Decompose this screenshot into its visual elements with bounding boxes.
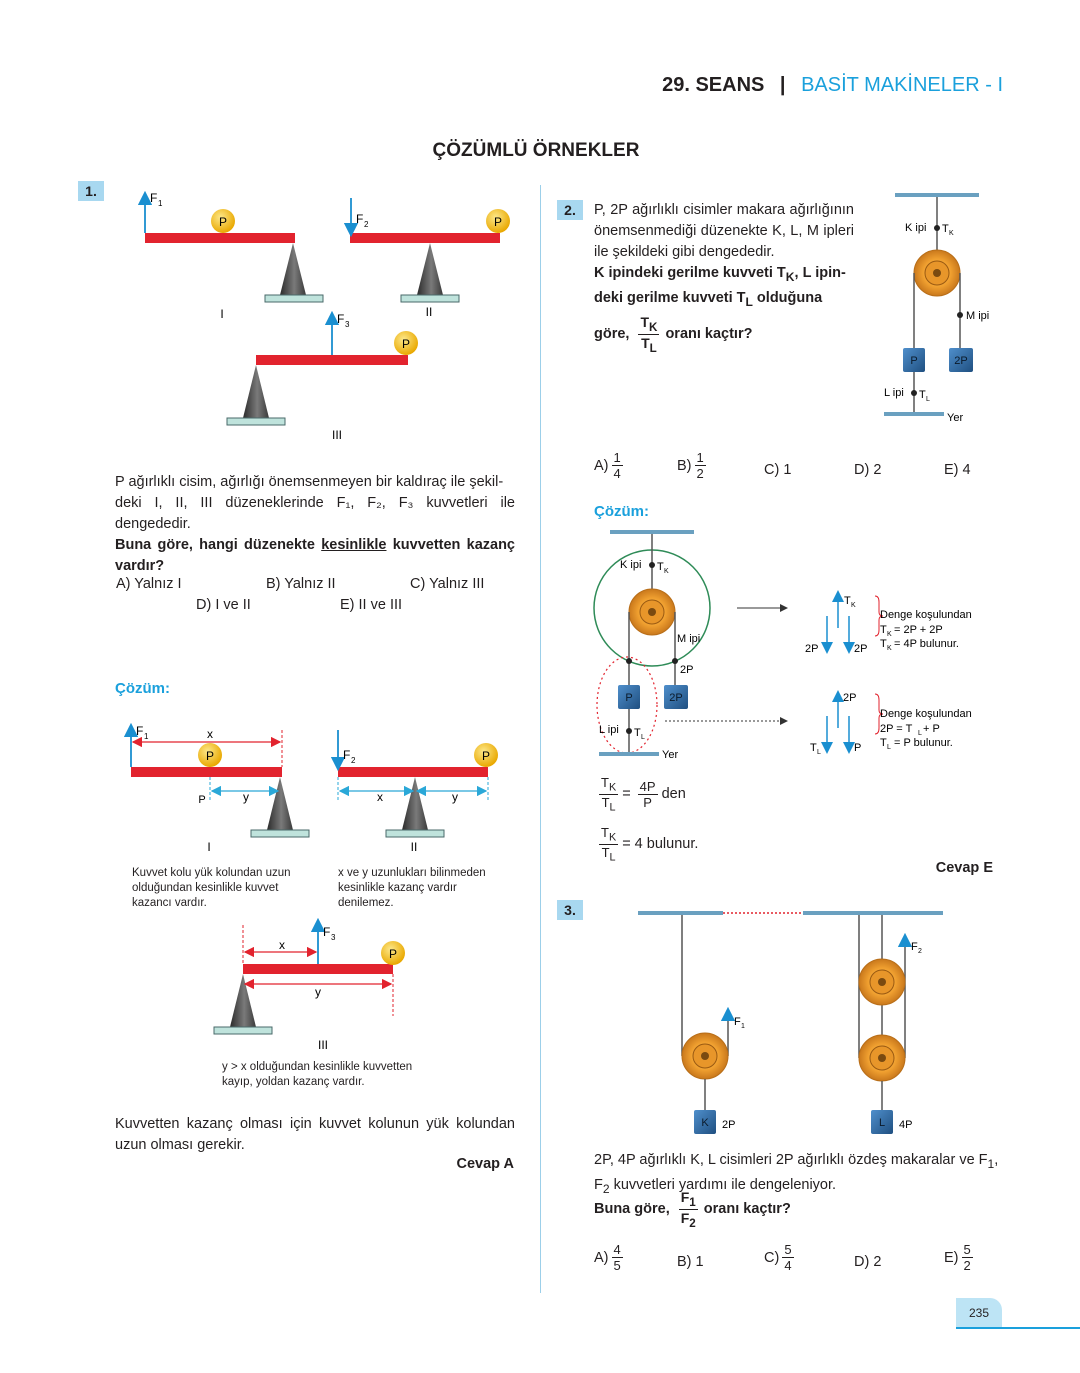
- svg-text:P: P: [481, 749, 491, 763]
- lever-bar: [131, 767, 282, 777]
- q3-option-e[interactable]: E) $\frac{5}{2}$: [944, 1242, 971, 1273]
- q1-stem: [115, 472, 515, 577]
- svg-text:P: P: [910, 355, 918, 367]
- svg-text:L: L: [926, 396, 930, 403]
- svg-text:P: P: [388, 947, 398, 961]
- lever-setup-1: [145, 191, 323, 321]
- underlined-word: kesinlikle: [321, 537, 387, 553]
- q2-option-d[interactable]: D) 2: [854, 462, 882, 478]
- q1-option-a[interactable]: A) Yalnız I: [116, 576, 182, 592]
- solution-setup-1: [131, 724, 309, 854]
- setup-label-3: III: [331, 428, 343, 442]
- ceiling: [610, 530, 694, 534]
- solution-setup-2: [338, 730, 498, 854]
- q2-ratio: $\frac{T_K}{T_L}$: [640, 313, 658, 356]
- svg-text:= 4P bulunur.: = 4P bulunur.: [894, 638, 959, 650]
- fulcrum-base: [401, 295, 459, 302]
- lever-bar: [243, 964, 393, 974]
- svg-text:T: T: [634, 727, 641, 739]
- svg-text:F: F: [734, 1016, 741, 1028]
- svg-text:T: T: [844, 595, 851, 607]
- q1-option-c[interactable]: C) Yalnız III: [410, 576, 485, 592]
- q1-stem-line1: P ağırlıklı cisim, ağırlığı önemsenmeyen bir kaldıraç ile şekil-: [115, 474, 504, 490]
- f1-label: F: [150, 191, 158, 205]
- svg-text:Denge koşulundan: Denge koşulundan: [880, 708, 972, 720]
- ceiling: [895, 193, 979, 197]
- session-label: 29. SEANS: [662, 74, 765, 96]
- svg-text:2P = T: 2P = T: [880, 723, 913, 735]
- svg-text:F: F: [323, 925, 331, 939]
- svg-text:T: T: [810, 742, 817, 754]
- q1-option-d[interactable]: D) I ve II: [196, 597, 251, 613]
- svg-text:P: P: [625, 692, 633, 704]
- note-setup-3: y > x olduğundan kesinlikle kuvvetten kayıp, yoldan kazanç vardır.: [222, 1061, 413, 1088]
- q3-question: Buna göre, $\frac{F_1}{F_2}$ oranı kaçtır?: [594, 1189, 791, 1231]
- fulcrum-base: [227, 418, 285, 425]
- lever-setup-2: [350, 198, 510, 319]
- svg-text:2P: 2P: [680, 664, 694, 676]
- svg-text:F: F: [911, 941, 918, 953]
- column-divider: [540, 185, 541, 1293]
- q2-solution-figure: [585, 520, 1005, 770]
- svg-text:F: F: [136, 724, 144, 738]
- q3-pulley-figure: [620, 900, 980, 1140]
- svg-text:T: T: [880, 638, 887, 650]
- svg-text:L: L: [817, 749, 821, 756]
- setup-label-1: I: [220, 307, 224, 321]
- q3-stem: 2P, 4P ağırlıklı K, L cisimleri 2P ağırlıklı özdeş makaralar ve $F_1$, $F_2$ kuvvetleri yardımı ile dengeleniyor.: [594, 1152, 999, 1196]
- svg-text:2P: 2P: [854, 643, 868, 655]
- ball-label: P: [493, 215, 503, 229]
- svg-text:= 2P + 2P: = 2P + 2P: [894, 624, 943, 636]
- fulcrum-base: [386, 830, 444, 837]
- fulcrum: [267, 777, 293, 830]
- svg-text:P: P: [854, 742, 862, 754]
- svg-text:x: x: [377, 790, 383, 804]
- svg-text:3: 3: [331, 933, 336, 942]
- q2-answer: Cevap E: [935, 860, 993, 876]
- q2-pulley-figure: [870, 185, 1010, 435]
- q2-equation-1: $\frac{T_K}{T_L}$ = $\frac{4P}{P}$ den: [601, 775, 686, 815]
- fulcrum: [417, 243, 443, 295]
- section-title: ÇÖZÜMLÜ ÖRNEKLER: [432, 140, 640, 161]
- svg-text:M ipi: M ipi: [966, 310, 990, 322]
- svg-text:L: L: [887, 744, 891, 751]
- svg-text:L: L: [641, 734, 645, 741]
- ceiling-left: [638, 911, 723, 915]
- svg-text:2P: 2P: [843, 692, 857, 704]
- fulcrum: [402, 777, 428, 830]
- svg-text:2P: 2P: [805, 643, 819, 655]
- svg-text:2P: 2P: [954, 355, 968, 367]
- q2-option-c[interactable]: C) 1: [764, 462, 792, 478]
- q2-stem-text: P, 2P ağırlıklı cisimler makara ağırlığının önemsenmediği düzenekte K, L, M ipleri ile şekildeki gibi dengededir.: [594, 202, 854, 260]
- svg-text:1: 1: [144, 732, 149, 741]
- force-vectors: F₁, F₂, F₃: [336, 495, 414, 511]
- q1-lever-figure: [0, 0, 540, 460]
- f2-sub: 2: [364, 220, 369, 229]
- svg-text:K: K: [949, 230, 954, 237]
- fulcrum: [243, 365, 269, 418]
- q3-option-b[interactable]: B) 1: [677, 1254, 704, 1270]
- q1-option-b[interactable]: B) Yalnız II: [266, 576, 336, 592]
- svg-text:P: P: [205, 749, 215, 763]
- svg-text:4P: 4P: [899, 1119, 913, 1131]
- q2-solution-label: Çözüm:: [594, 503, 649, 520]
- svg-text:K ipi: K ipi: [620, 559, 642, 571]
- q1-question: Buna göre, hangi düzenekte kesinlikle kuvvetten kazanç vardır?: [115, 537, 515, 574]
- header-separator: |: [779, 74, 786, 96]
- svg-text:y: y: [315, 985, 321, 999]
- svg-text:K: K: [887, 645, 892, 652]
- ball-label: P: [401, 337, 411, 351]
- ceiling-right: [803, 911, 943, 915]
- lever-bar: [338, 767, 488, 777]
- svg-text:L ipi: L ipi: [599, 724, 619, 736]
- note-setup-2: x ve y uzunlukları bilinmeden kesinlikle kazanç vardır denilemez.: [338, 867, 486, 909]
- q1-solution-label: Çözüm:: [115, 680, 170, 697]
- svg-text:Yer: Yer: [662, 749, 679, 761]
- page-number-underline: [956, 1327, 1080, 1329]
- q2-option-a[interactable]: A) $\frac{1}{4}$: [594, 450, 621, 481]
- fulcrum-base: [251, 830, 309, 837]
- svg-text:I: I: [207, 840, 211, 854]
- svg-text:x: x: [207, 727, 213, 741]
- f1-sub: 1: [158, 199, 163, 208]
- svg-text:Denge koşulundan: Denge koşulundan: [880, 609, 972, 621]
- page-number: 235: [956, 1298, 1002, 1328]
- svg-text:x: x: [279, 938, 285, 952]
- q2-option-e[interactable]: E) 4: [944, 462, 971, 478]
- setup-label-2: II: [425, 305, 433, 319]
- pulley-system-l: [859, 915, 922, 1134]
- svg-text:2: 2: [351, 756, 356, 765]
- svg-text:L: L: [918, 730, 922, 737]
- pulley-system-k: [682, 915, 745, 1134]
- ground: [884, 412, 944, 416]
- solution-setup-3: [214, 925, 405, 1052]
- svg-text:T: T: [657, 561, 664, 573]
- svg-text:K: K: [701, 1117, 709, 1129]
- topic-label: BASİT MAKİNELER - I: [801, 74, 1003, 96]
- f3-sub: 3: [345, 320, 350, 329]
- svg-text:K: K: [664, 568, 669, 575]
- free-body-diagram-1: [805, 595, 972, 655]
- page-header: [662, 74, 1003, 97]
- q3-option-d[interactable]: D) 2: [854, 1254, 882, 1270]
- lever-bar: [350, 233, 500, 243]
- free-body-diagram-2: [810, 692, 972, 756]
- q2-question: K ipindeki gerilme kuvveti $T_K$, L ipin- deki gerilme kuvveti $T_L$ olduğuna göre, $\frac{T_K}{T_L}$ oranı kaçtır?: [594, 265, 846, 356]
- q1-answer: Cevap A: [456, 1156, 514, 1172]
- question-2-number: 2.: [557, 200, 583, 220]
- ball-label: P: [218, 215, 228, 229]
- svg-text:K: K: [887, 631, 892, 638]
- lever-bar: [256, 355, 408, 365]
- q2-equation-2: $\frac{T_K}{T_L}$ = 4 bulunur.: [601, 825, 699, 865]
- fulcrum: [280, 243, 306, 295]
- lever-bar: [145, 233, 295, 243]
- svg-text:2P: 2P: [722, 1119, 736, 1131]
- svg-text:y: y: [243, 790, 249, 804]
- svg-text:T: T: [880, 624, 887, 636]
- q3-option-c[interactable]: C) $\frac{5}{4}$: [764, 1242, 792, 1273]
- fulcrum-base: [214, 1027, 272, 1034]
- svg-text:P: P: [198, 794, 206, 806]
- question-3-number: 3.: [557, 900, 583, 920]
- q1-option-e[interactable]: E) II ve III: [340, 597, 403, 613]
- f2-label: F: [356, 212, 364, 226]
- ground: [599, 752, 659, 756]
- svg-text:T: T: [942, 223, 949, 235]
- q2-stem: [594, 200, 854, 355]
- svg-text:L ipi: L ipi: [884, 387, 904, 399]
- svg-text:= P bulunur.: = P bulunur.: [894, 737, 953, 749]
- f3-label: F: [337, 312, 345, 326]
- question-1-number: 1.: [78, 181, 104, 201]
- svg-text:T: T: [919, 389, 926, 401]
- fulcrum: [230, 974, 256, 1027]
- lever-setup-3: [227, 312, 418, 442]
- q2-option-b[interactable]: B) $\frac{1}{2}$: [677, 450, 704, 481]
- svg-text:+ P: + P: [923, 723, 940, 735]
- svg-text:III: III: [317, 1038, 329, 1052]
- svg-text:T: T: [880, 737, 887, 749]
- svg-text:y: y: [452, 790, 458, 804]
- svg-text:Yer: Yer: [947, 412, 964, 424]
- svg-text:L: L: [878, 1117, 886, 1129]
- q1-stem-line2: deki I, II, III düzeneklerinde F₁, F₂, F₃ kuvvetleri ile dengededir.: [115, 495, 515, 532]
- svg-text:M ipi: M ipi: [677, 633, 701, 645]
- svg-text:K ipi: K ipi: [905, 222, 927, 234]
- q1-conclusion: Kuvvetten kazanç olması için kuvvet kolunun yük kolundan uzun olması gerekir.: [115, 1116, 515, 1153]
- svg-text:2P: 2P: [669, 692, 683, 704]
- svg-text:1: 1: [741, 1023, 745, 1030]
- svg-text:II: II: [410, 840, 418, 854]
- note-setup-1: Kuvvet kolu yük kolundan uzun olduğundan kesinlikle kuvvet kazancı vardır.: [132, 867, 291, 909]
- q3-option-a[interactable]: A) $\frac{4}{5}$: [594, 1242, 621, 1273]
- svg-text:2: 2: [918, 948, 922, 955]
- svg-text:F: F: [343, 748, 351, 762]
- svg-text:K: K: [851, 602, 856, 609]
- fulcrum-base: [265, 295, 323, 302]
